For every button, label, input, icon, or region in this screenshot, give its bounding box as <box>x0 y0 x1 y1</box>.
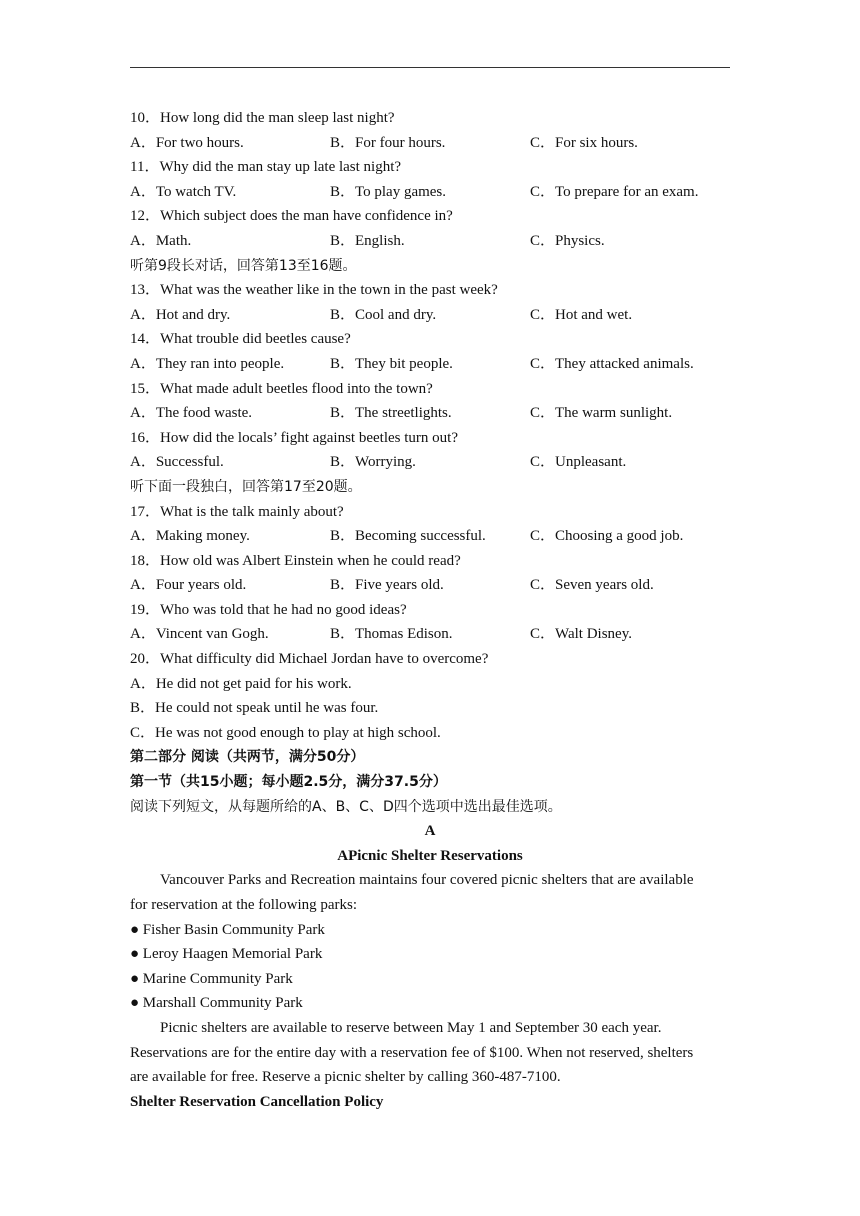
question-10: 10．How long did the man sleep last night? <box>130 110 395 126</box>
option-a: A．Successful. <box>130 454 224 471</box>
paragraph-1-line-2: for reservation at the following parks: <box>130 897 358 913</box>
option-c: C．Hot and wet. <box>530 306 633 323</box>
options-15 <box>130 401 730 426</box>
option-c: C．They attacked animals. <box>530 355 694 372</box>
paragraph-1-line-1: Vancouver Parks and Recreation maintains four covered picnic shelters that are available <box>160 872 694 889</box>
option-b: B．They bit people. <box>330 355 453 372</box>
option-c: C．Seven years old. <box>530 577 654 594</box>
options-17 <box>130 524 730 549</box>
question-19: 19．Who was told that he had no good ideas? <box>130 601 407 618</box>
option-c: C．To prepare for an exam. <box>530 183 699 200</box>
question-18: 18．How old was Albert Einstein when he could read? <box>130 552 461 569</box>
option-c: C．The warm sunlight. <box>530 405 673 422</box>
question-11: 11．Why did the man stay up late last night? <box>130 159 402 176</box>
option-b: B．Worrying. <box>330 454 416 471</box>
reading-instruction: 阅读下列短文，从每题所给的A、B、C、D四个选项中选出最佳选项。 <box>130 798 562 815</box>
instruction-dialogue-9: 听第9段长对话，回答第13至16题。 <box>130 257 357 274</box>
option-b: B．Cool and dry. <box>330 306 437 323</box>
option-a: A．The food waste. <box>130 405 253 422</box>
part2-heading: 第二部分 阅读（共两节，满分50分） <box>130 749 365 766</box>
option-c: C．Physics. <box>530 232 605 249</box>
option-c: C．Walt Disney. <box>530 626 632 643</box>
question-group-1 <box>130 106 730 254</box>
options-16 <box>130 450 730 475</box>
option-a: A．Making money. <box>130 528 250 545</box>
options-14 <box>130 352 730 377</box>
option-c: C．He was not good enough to play at high school. <box>130 724 441 741</box>
option-a: A．For two hours. <box>130 134 244 151</box>
option-c: C．Choosing a good job. <box>530 528 684 545</box>
question-15: 15．What made adult beetles flood into the town? <box>130 380 433 397</box>
paragraph-2-line-2: Reservations are for the entire day with a reservation fee of $100. When not reserved, shelters <box>130 1044 694 1061</box>
options-10 <box>130 131 730 156</box>
park-list-item: ● Marine Community Park <box>130 970 293 987</box>
options-12 <box>130 229 730 254</box>
section1-heading: 第一节（共15小题；每小题2.5分，满分37.5分） <box>130 774 447 791</box>
paragraph-2-line-1: Picnic shelters are available to reserve between May 1 and September 30 each year. <box>160 1019 662 1036</box>
option-a: A．To watch TV. <box>130 183 237 200</box>
options-19 <box>130 622 730 647</box>
passage-title: APicnic Shelter Reservations <box>337 847 523 864</box>
question-20: 20．What difficulty did Michael Jordan have to overcome? <box>130 651 489 668</box>
question-14: 14．What trouble did beetles cause? <box>130 331 351 348</box>
option-b: B．To play games. <box>330 183 447 200</box>
header-rule <box>130 67 730 68</box>
question-group-2 <box>130 278 730 475</box>
option-a: A．Vincent van Gogh. <box>130 626 269 643</box>
question-12: 12．Which subject does the man have confidence in? <box>130 208 453 225</box>
option-b: B．Thomas Edison. <box>330 626 453 643</box>
option-b: B．English. <box>330 232 405 249</box>
option-a: A．Hot and dry. <box>130 306 231 323</box>
option-a: A．He did not get paid for his work. <box>130 675 352 692</box>
park-list-item: ● Leroy Haagen Memorial Park <box>130 946 323 963</box>
policy-heading: Shelter Reservation Cancellation Policy <box>130 1093 384 1110</box>
option-b: B．He could not speak until he was four. <box>130 700 379 717</box>
option-c: C．For six hours. <box>530 134 638 151</box>
option-a: A．Four years old. <box>130 577 247 594</box>
park-list-item: ● Fisher Basin Community Park <box>130 921 325 938</box>
option-a: A．They ran into people. <box>130 355 285 372</box>
option-b: B．Becoming successful. <box>330 528 486 545</box>
question-16: 16．How did the locals’ fight against beetles turn out? <box>130 429 458 446</box>
question-group-3 <box>130 500 730 648</box>
question-17: 17．What is the talk mainly about? <box>130 503 344 520</box>
paragraph-2-line-3: are available for free. Reserve a picnic shelter by calling 360-487-7100. <box>130 1069 561 1086</box>
option-b: B．Five years old. <box>330 577 444 594</box>
option-b: B．For four hours. <box>330 134 446 151</box>
question-20-block <box>130 647 730 745</box>
question-13: 13．What was the weather like in the town in the past week? <box>130 282 498 299</box>
options-18 <box>130 573 730 598</box>
options-11 <box>130 180 730 205</box>
page-content <box>130 106 730 1114</box>
option-a: A．Math. <box>130 232 192 249</box>
options-13 <box>130 303 730 328</box>
instruction-monologue: 听下面一段独白，回答第17至20题。 <box>130 478 362 495</box>
option-c: C．Unpleasant. <box>530 454 627 471</box>
park-list-item: ● Marshall Community Park <box>130 995 303 1012</box>
passage-a <box>130 819 730 1114</box>
option-b: B．The streetlights. <box>330 405 452 422</box>
passage-letter: A <box>424 823 436 840</box>
